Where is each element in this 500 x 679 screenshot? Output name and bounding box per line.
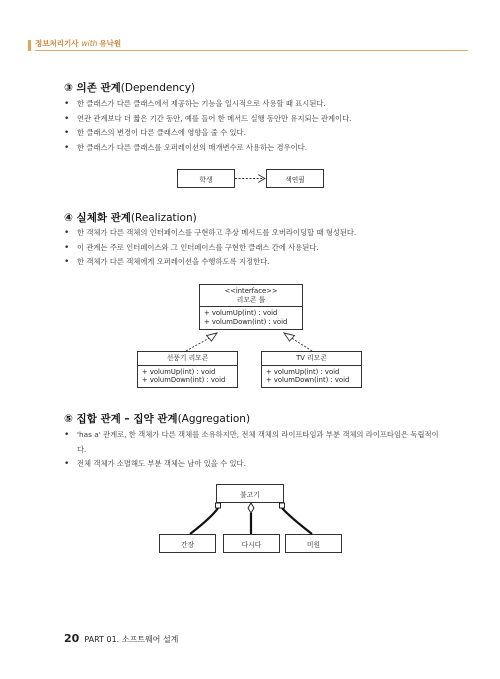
operation: + volumUp(int) : void (142, 367, 216, 376)
author-name: 유낙원 (99, 39, 122, 48)
dependency-target-label: 색연필 (285, 175, 305, 184)
section-title-en: (Dependency) (120, 82, 196, 94)
section-number: ④ (64, 212, 73, 224)
with-label: with (81, 39, 98, 48)
aggregation-part-label: 간장 (180, 540, 195, 549)
realization-arrow-left (186, 337, 211, 351)
book-name: 정보처리기사 (35, 39, 79, 48)
section-title-ko: 의존 관계 (76, 82, 121, 94)
section-title-en: (Aggregation) (177, 413, 251, 425)
operation: + volumDown(int) : void (266, 376, 350, 384)
list-item: • 이 관계는 주로 인터페이스와 그 인터페이스를 구현한 클래스 간에 사용된다. (64, 241, 444, 256)
realization-triangle-right (284, 333, 295, 341)
aggregation-line-right (282, 508, 312, 534)
aggregation-part-label: 다시다 (241, 540, 262, 549)
section-title-ko: 집합 관계 – 집약 관계 (76, 413, 178, 425)
section-title-ko: 실체화 관계 (76, 212, 131, 224)
list-item: • 'has a' 관계로, 한 객체가 다른 객체를 소유하지만, 전체 객체의 라이프타임과 부분 객체의 라이프타임은 독립적이다. (64, 428, 444, 457)
list-item: • 한 객체가 다른 객체의 인터페이스를 구현하고 추상 메서드를 오버라이딩할 때 형성된다. (64, 226, 444, 241)
dependency-source-label: 학생 (199, 175, 213, 184)
aggregation-diamond-left (216, 503, 221, 508)
aggregation-diamond-right (280, 503, 285, 508)
section-number: ③ (64, 82, 73, 94)
aggregation-line-left (190, 508, 218, 534)
section-title-en: (Realization) (130, 212, 197, 224)
right-class-name: TV 리모콘 (262, 352, 361, 366)
aggregation-diamond-center (248, 503, 254, 513)
aggregation-part-label: 미원 (306, 540, 321, 549)
left-class-name: 선풍기 리모콘 (138, 352, 237, 366)
part-title: PART 01. 소프트웨어 설계 (84, 635, 179, 644)
list-item: • 한 객체가 다른 객체에게 오퍼레이션을 수행하도록 지정한다. (64, 255, 444, 270)
aggregation-whole-label: 불고기 (240, 490, 260, 499)
operation: + volumUp(int) : void (204, 309, 278, 317)
section-number: ⑤ (64, 413, 73, 425)
list-item: • 한 클래스가 다른 클래스를 오퍼레이션의 매개변수로 사용하는 경우이다. (64, 141, 444, 156)
operation: + volumDown(int) : void (142, 376, 226, 384)
realization-arrow-right (290, 337, 312, 351)
page-footer (64, 632, 178, 645)
interface-stereotype: <<interface>> (224, 287, 278, 295)
list-item: • 전체 객체가 소멸해도 부분 객체는 남아 있을 수 있다. (64, 457, 444, 472)
list-item: • 한 클래스가 다른 클래스에서 제공하는 기능을 일시적으로 사용할 때 표시된다. (64, 97, 444, 112)
realization-triangle-left (207, 333, 218, 341)
page-number: 20 (64, 632, 80, 645)
interface-name: 리모콘 툴 (236, 295, 266, 304)
operation: + volumDown(int) : void (204, 317, 288, 326)
list-item: • 연관 관계보다 더 짧은 기간 동안, 예를 들어 한 메서드 실행 동안만 유지되는 관계이다. (64, 112, 444, 127)
operation: + volumUp(int) : void (266, 367, 340, 376)
list-item: • 한 클래스의 변경이 다른 클래스에 영향을 줄 수 있다. (64, 126, 444, 141)
